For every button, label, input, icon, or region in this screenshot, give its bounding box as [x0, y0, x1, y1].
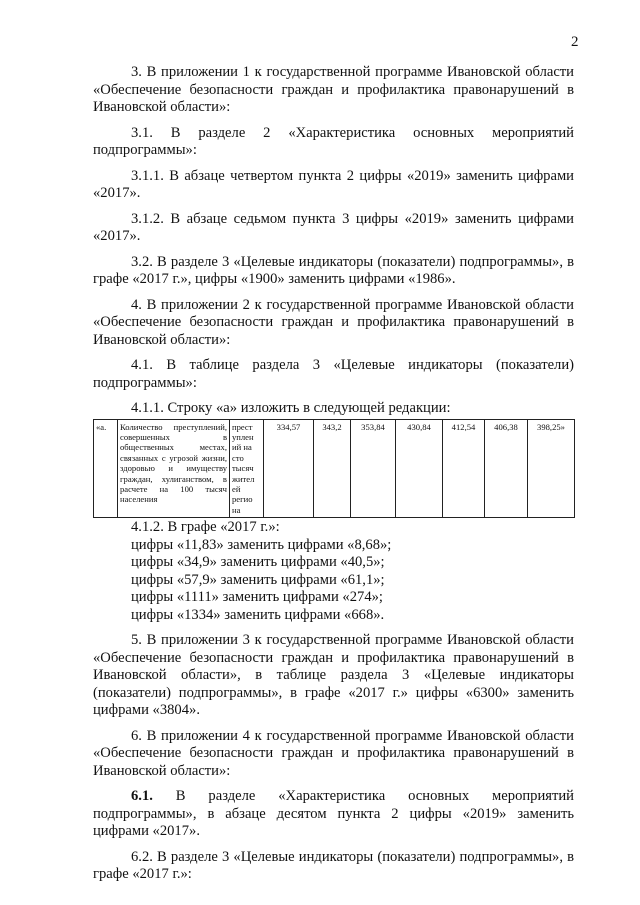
value-cell: 406,38: [485, 419, 528, 518]
description-cell: Количество преступлений, совершенных в общественных местах, связанных с угрозой жизни, здоровью и имуществу граждан, хулиганством, в расчете на 100 тысяч населения: [118, 419, 230, 518]
page-number: 2: [571, 34, 579, 50]
replacement-line: цифры «11,83» заменить цифрами «8,68»;: [131, 536, 392, 553]
replacement-line: цифры «34,9» заменить цифрами «40,5»;: [131, 554, 385, 571]
paragraph-6-2: 6.2. В разделе 3 «Целевые индикаторы (показатели) подпрограммы», в графе «2017 г.»:: [93, 848, 574, 883]
unit-cell: прест уплен ий на сто тысяч жител ей регио на: [230, 419, 264, 518]
paragraph-6-1: [93, 788, 574, 841]
paragraph-3-1-1: 3.1.1. В абзаце четвертом пункта 2 цифры «2019» заменить цифрами «2017».: [93, 167, 574, 201]
replacement-line: цифры «57,9» заменить цифрами «61,1»;: [131, 571, 385, 588]
replacement-line: цифры «1334» заменить цифрами «668».: [131, 606, 385, 623]
paragraph-3-2: 3.2. В разделе 3 «Целевые индикаторы (показатели) подпрограммы», в графе «2017 г.», цифры «1900» заменить цифрами «1986».: [93, 253, 574, 287]
value-cell: 430,84: [396, 419, 443, 518]
paragraph-5: 5. В приложении 3 к государственной программе Ивановской области «Обеспечение безопасности граждан и профилактика правонарушений в Ивановской области», в таблице раздела 3 «Целевые индикаторы (показатели) подпрограммы», в графе «2017 г.» цифры «6300» заменить цифрами «3804».: [93, 632, 574, 719]
paragraph-6: 6. В приложении 4 к государственной программе Ивановской области «Обеспечение безопасности граждан и профилактика правонарушений в Ивановской области»:: [93, 727, 574, 779]
value-cell: 334,57: [264, 419, 314, 518]
table-row: [94, 419, 575, 518]
value-cell: 343,2: [314, 419, 351, 518]
paragraph-4-1-2: 4.1.2. В графе «2017 г.»:: [131, 519, 280, 536]
paragraph-4-1-1: 4.1.1. Строку «а» изложить в следующей редакции:: [131, 400, 451, 416]
value-cell: 398,25»: [528, 419, 575, 518]
replacement-line: цифры «1111» заменить цифрами «274»;: [131, 589, 383, 606]
row-label-cell: «а.: [94, 419, 118, 518]
document-body: [93, 64, 574, 884]
paragraph-3-1-2: 3.1.2. В абзаце седьмом пункта 3 цифры «2019» заменить цифрами «2017».: [93, 210, 574, 244]
paragraph-4-1: 4.1. В таблице раздела 3 «Целевые индикаторы (показатели) подпрограммы»:: [93, 357, 574, 391]
value-cell: 412,54: [443, 419, 485, 518]
paragraph-6-1-text: В разделе «Характеристика основных мероприятий подпрограммы», в абзаце десятом пункта 2 цифры «2019» заменить цифрами «2017».: [93, 788, 574, 840]
value-cell: 353,84: [351, 419, 396, 518]
paragraph-4: 4. В приложении 2 к государственной программе Ивановской области «Обеспечение безопасности граждан и профилактика правонарушений в Ивановской области»:: [93, 296, 574, 348]
paragraph-6-1-number: 6.1.: [131, 788, 153, 805]
paragraph-3-1: 3.1. В разделе 2 «Характеристика основных мероприятий подпрограммы»:: [93, 124, 574, 158]
indicator-table: [93, 419, 575, 519]
paragraph-3: 3. В приложении 1 к государственной программе Ивановской области «Обеспечение безопасности граждан и профилактика правонарушений в Ивановской области»:: [93, 64, 574, 115]
